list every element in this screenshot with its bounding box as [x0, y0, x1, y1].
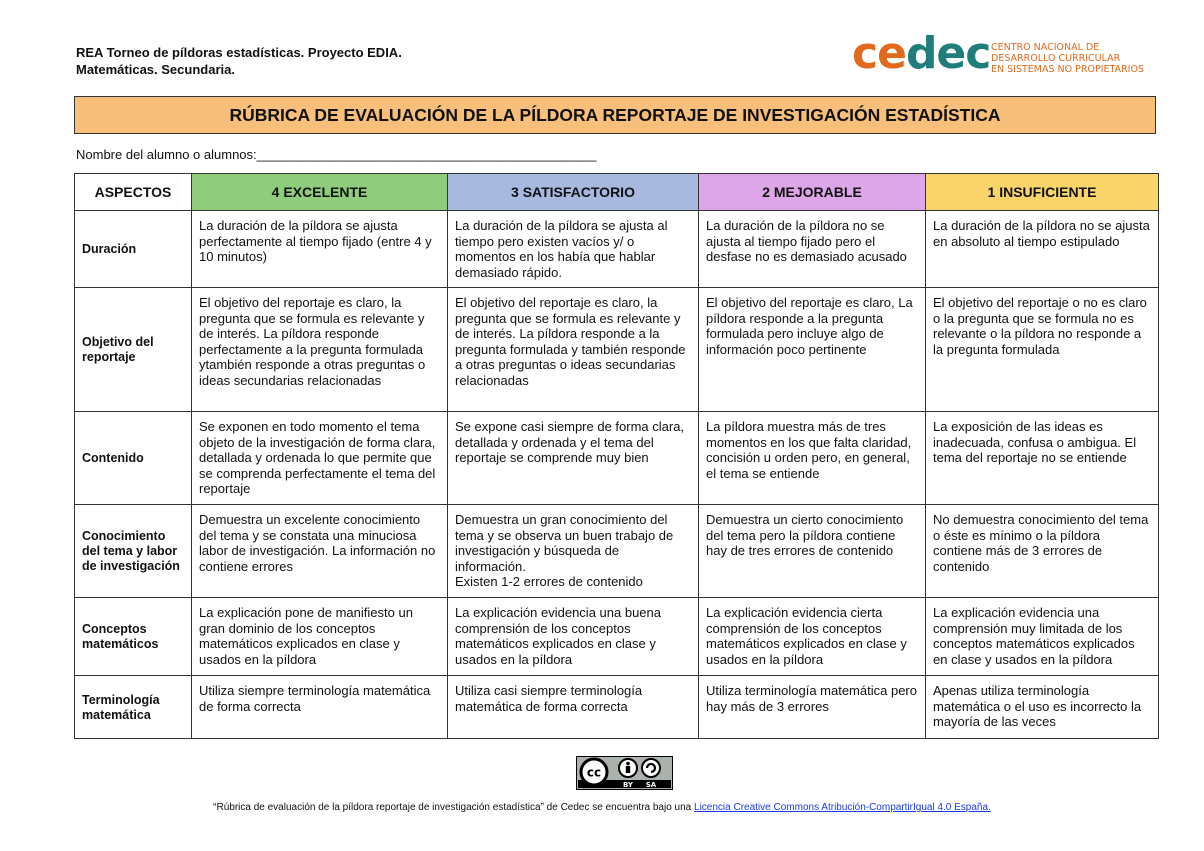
- cc-by-sa-badge: [576, 756, 673, 790]
- aspect-label: Terminología matemática: [75, 676, 192, 739]
- level-4-cell: Demuestra un excelente conocimiento del tema y se constata una minuciosa labor de investigación. La información no contiene errores: [192, 505, 448, 598]
- by-label: BY: [622, 781, 634, 789]
- level-4-cell: Utiliza siempre terminología matemática de forma correcta: [192, 676, 448, 739]
- header-level-1: 1 INSUFICIENTE: [926, 174, 1159, 211]
- rubric-row: [75, 412, 1159, 505]
- level-3-cell: Utiliza casi siempre terminología matemática de forma correcta: [448, 676, 699, 739]
- logo-caption-line1: CENTRO NACIONAL DE: [991, 42, 1100, 53]
- sa-label: SA: [645, 781, 657, 789]
- document-header: [76, 44, 402, 78]
- level-1-cell: La duración de la píldora no se ajusta en absoluto al tiempo estipulado: [926, 211, 1159, 288]
- cc-symbol: cc: [586, 765, 602, 780]
- level-4-cell: La duración de la píldora se ajusta perfectamente al tiempo fijado (entre 4 y 10 minutos): [192, 211, 448, 288]
- level-4-cell: Se exponen en todo momento el tema objeto de la investigación de forma clara, detallada y ordenada lo que permite que se comprenda perfectamente el tema del reportaje: [192, 412, 448, 505]
- rubric-row: [75, 211, 1159, 288]
- level-1-cell: Apenas utiliza terminología matemática o el uso es incorrecto la mayoría de las veces: [926, 676, 1159, 739]
- level-4-cell: El objetivo del reportaje es claro, la pregunta que se formula es relevante y de interés. La píldora responde perfectamente a la pregunta formulada ytambién responde a otras preguntas o ideas secundarias relacionadas: [192, 288, 448, 412]
- level-4-cell: La explicación pone de manifiesto un gran dominio de los conceptos matemáticos explicados en clase y usados en la píldora: [192, 598, 448, 676]
- header-line-1: REA Torneo de píldoras estadísticas. Proyecto EDIA.: [76, 45, 402, 60]
- aspect-label: Contenido: [75, 412, 192, 505]
- rubric-row: [75, 676, 1159, 739]
- level-2-cell: La píldora muestra más de tres momentos en los que falta claridad, concisión u orden pero, en general, el tema se entiende: [699, 412, 926, 505]
- license-link[interactable]: Licencia Creative Commons Atribución-CompartirIgual 4.0 España.: [694, 802, 991, 813]
- aspect-label: Conocimiento del tema y labor de investigación: [75, 505, 192, 598]
- level-2-cell: Utiliza terminología matemática pero hay más de 3 errores: [699, 676, 926, 739]
- license-footer: [0, 802, 1204, 813]
- rubric-title: RÚBRICA DE EVALUACIÓN DE LA PÍLDORA REPORTAJE DE INVESTIGACIÓN ESTADÍSTICA: [74, 96, 1156, 134]
- aspect-label: Objetivo del reportaje: [75, 288, 192, 412]
- level-1-cell: El objetivo del reportaje o no es claro o la pregunta que se formula no es relevante o la píldora no responde a la pregunta formulada: [926, 288, 1159, 412]
- level-3-cell: Se expone casi siempre de forma clara, detallada y ordenada y el tema del reportaje se comprende muy bien: [448, 412, 699, 505]
- rubric-header-row: [75, 174, 1159, 211]
- aspect-label: Duración: [75, 211, 192, 288]
- rubric-table: [74, 173, 1159, 739]
- level-3-cell: La duración de la píldora se ajusta al tiempo pero existen vacíos y/ o momentos en los había que hablar demasiado rápido.: [448, 211, 699, 288]
- level-3-cell: Demuestra un gran conocimiento del tema y se observa un buen trabajo de investigación y búsqueda de información. Existen 1-2 errores de contenido: [448, 505, 699, 598]
- level-2-cell: El objetivo del reportaje es claro, La píldora responde a la pregunta formulada pero incluye algo de información poco pertinente: [699, 288, 926, 412]
- level-1-cell: La explicación evidencia una comprensión muy limitada de los conceptos matemáticos explicados en clase y usados en la píldora: [926, 598, 1159, 676]
- logo-word-part1: ce: [852, 28, 906, 79]
- logo-caption-line2: DESARROLLO CURRICULAR: [991, 53, 1121, 64]
- student-name-field: Nombre del alumno o alumnos:_______________________________________________: [76, 147, 597, 162]
- rubric-row: [75, 598, 1159, 676]
- header-line-2: Matemáticas. Secundaria.: [76, 62, 235, 77]
- header-level-3: 3 SATISFACTORIO: [448, 174, 699, 211]
- level-1-cell: La exposición de las ideas es inadecuada, confusa o ambigua. El tema del reportaje no se entiende: [926, 412, 1159, 505]
- level-3-cell: El objetivo del reportaje es claro, la pregunta que se formula es relevante y de interés. La píldora responde a la pregunta formulada y también responde a otras preguntas o ideas secundarias relacionadas: [448, 288, 699, 412]
- level-1-cell: No demuestra conocimiento del tema o éste es mínimo o la píldora contiene más de 3 errores de contenido: [926, 505, 1159, 598]
- license-text: “Rúbrica de evaluación de la píldora reportaje de investigación estadística” de Cedec se encuentra bajo una: [213, 802, 695, 813]
- header-aspects: ASPECTOS: [75, 174, 192, 211]
- level-2-cell: Demuestra un cierto conocimiento del tema pero la píldora contiene hay de tres errores de contenido: [699, 505, 926, 598]
- rubric-row: [75, 288, 1159, 412]
- logo-word-part2: dec: [905, 28, 991, 79]
- level-3-cell: La explicación evidencia una buena comprensión de los conceptos matemáticos explicados en clase y usados en la píldora: [448, 598, 699, 676]
- header-level-4: 4 EXCELENTE: [192, 174, 448, 211]
- cc-license-icon: [577, 757, 672, 789]
- logo-caption-line3: EN SISTEMAS NO PROPIETARIOS: [991, 64, 1144, 75]
- rubric-row: [75, 505, 1159, 598]
- cedec-logo: [852, 28, 1152, 80]
- level-2-cell: La duración de la píldora no se ajusta al tiempo fijado pero el desfase no es demasiado acusado: [699, 211, 926, 288]
- logo-caption: [991, 42, 1144, 75]
- aspect-label: Conceptos matemáticos: [75, 598, 192, 676]
- header-level-2: 2 MEJORABLE: [699, 174, 926, 211]
- rubric-body: [75, 211, 1159, 739]
- level-2-cell: La explicación evidencia cierta comprensión de los conceptos matemáticos explicados en clase y usados en la píldora: [699, 598, 926, 676]
